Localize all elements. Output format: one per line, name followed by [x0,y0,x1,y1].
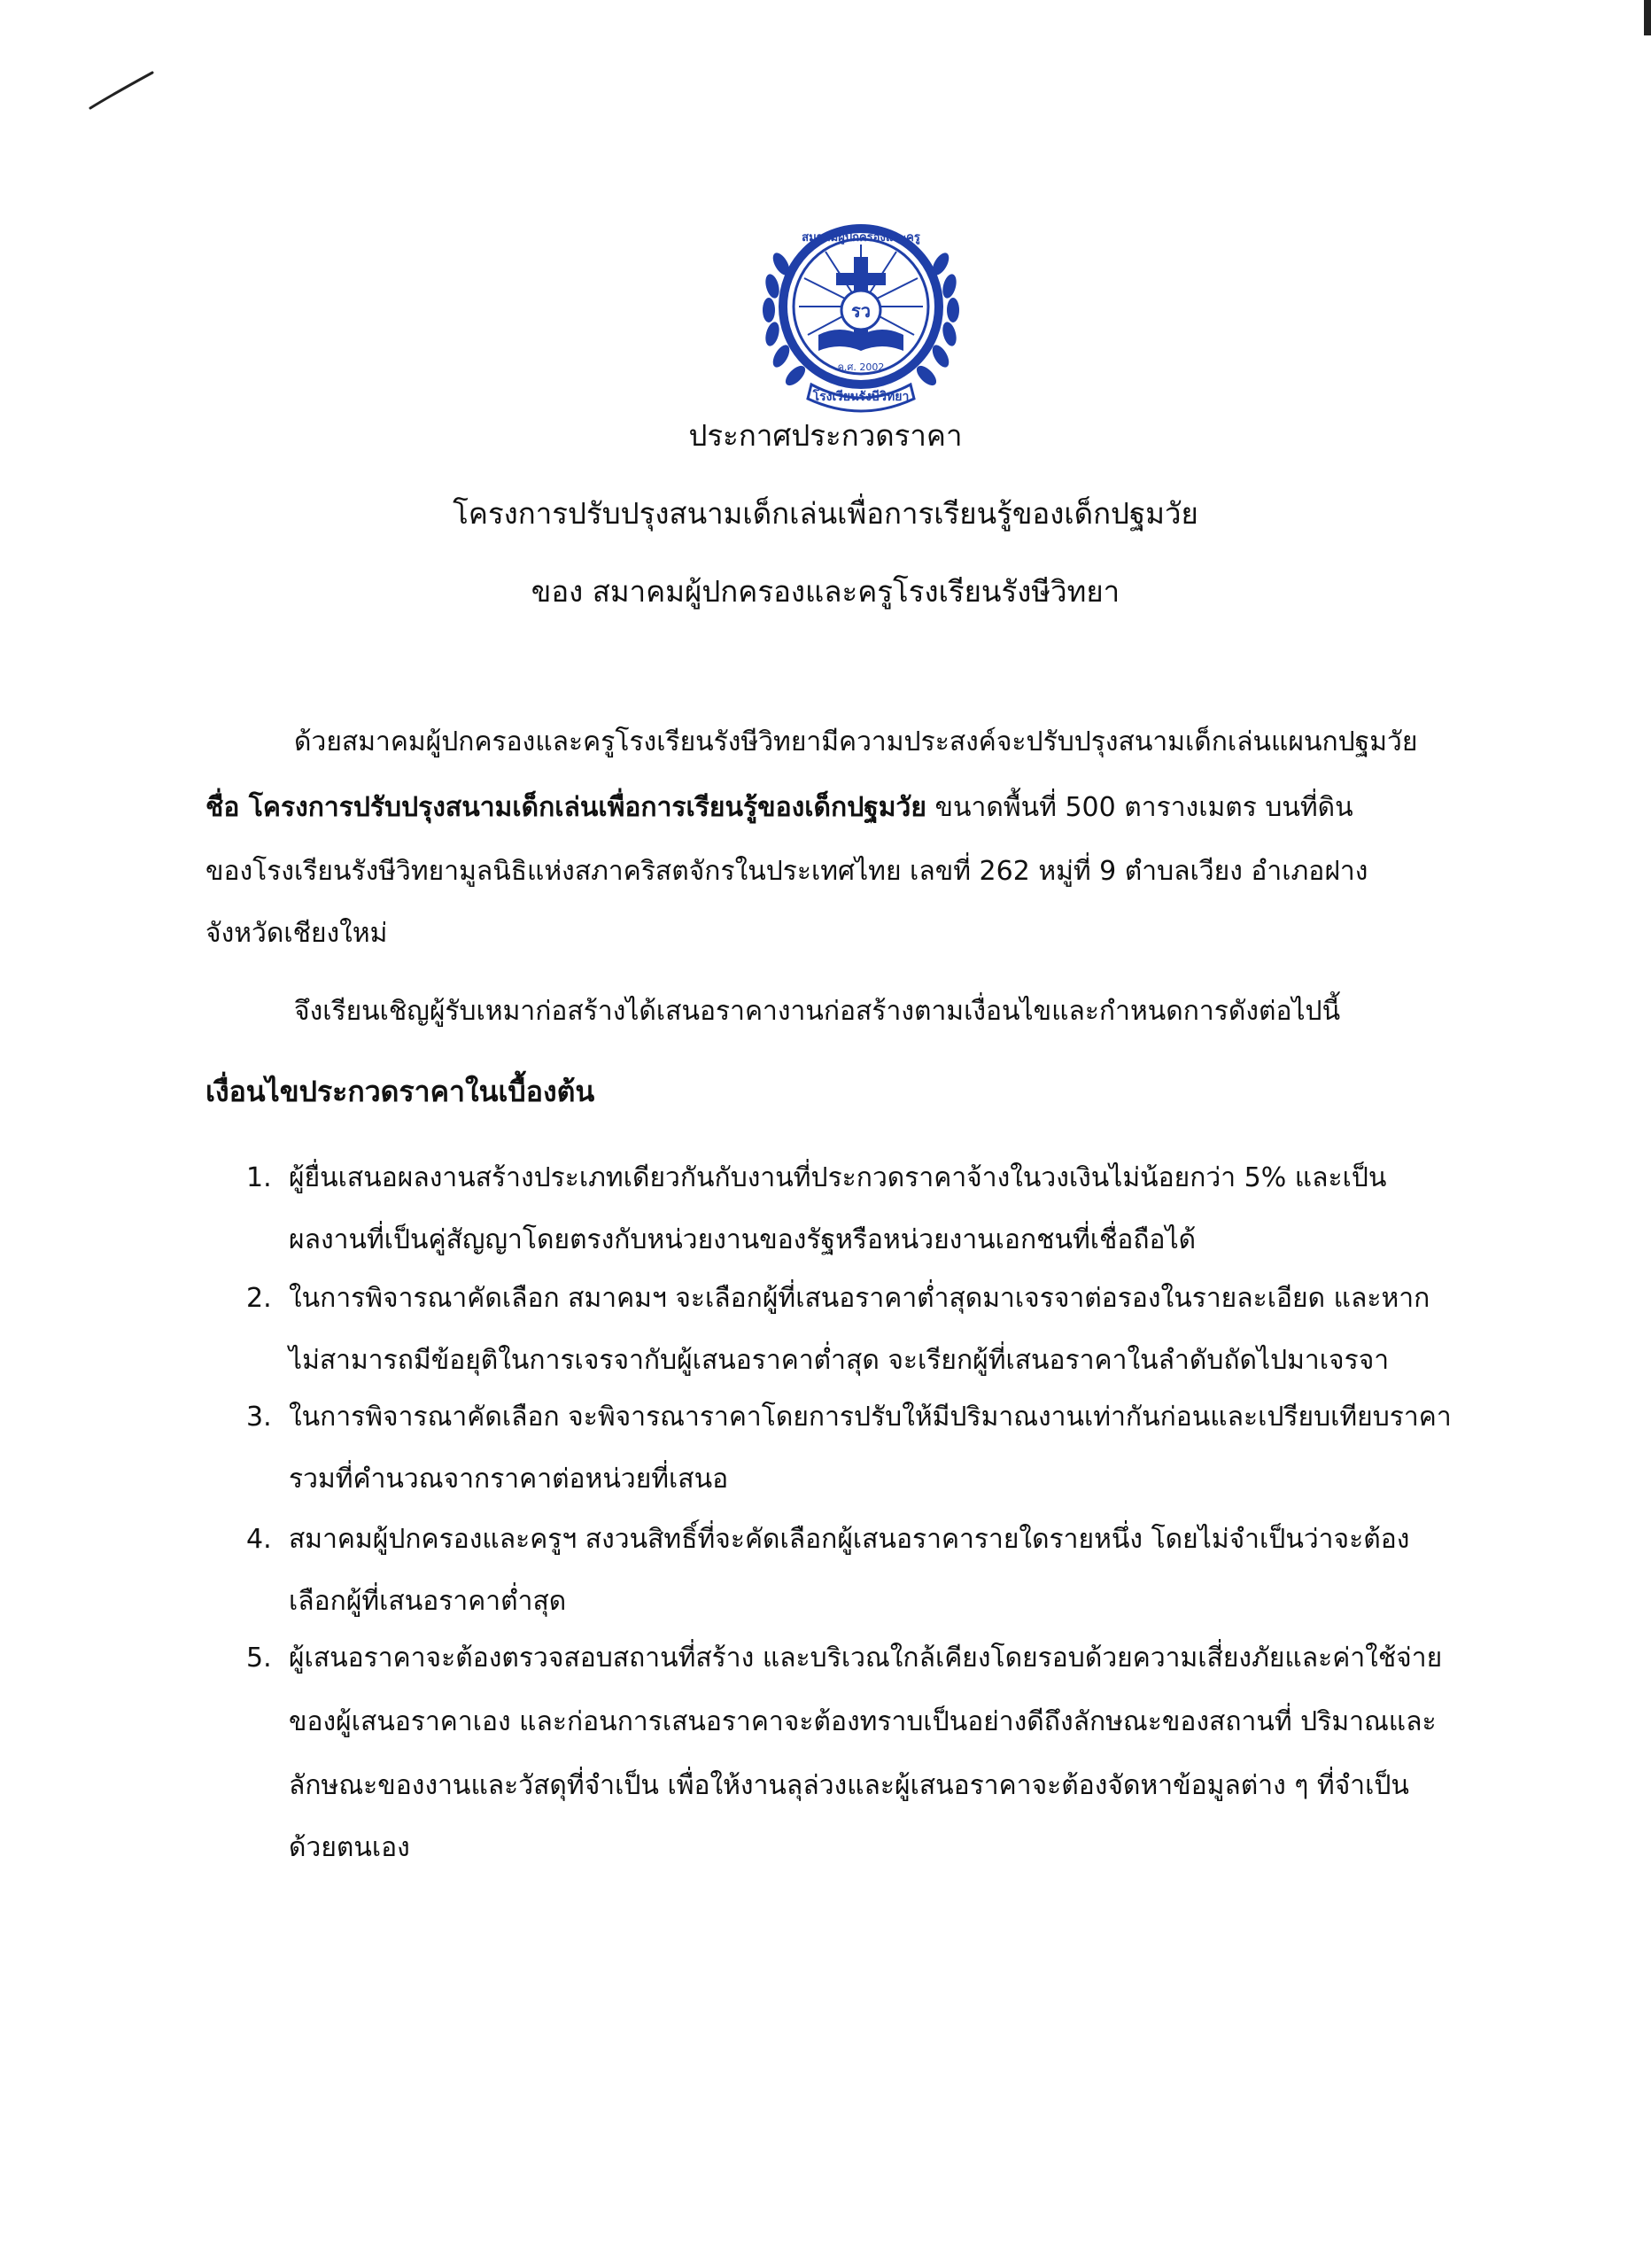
intro-line-1: ด้วยสมาคมผู้ปกครองและครูโรงเรียนรังษีวิทยามีความประสงค์จะปรับปรุงสนามเด็กเล่นแผนกปฐมวัย [294,726,1418,757]
list-item-line: ผู้เสนอราคาจะต้องตรวจสอบสถานที่สร้าง และบริเวณใกล้เคียงโดยรอบด้วยความเสี่ยงภัยและค่าใช้จ่าย [289,1643,1443,1674]
list-item-line: ของผู้เสนอราคาเอง และก่อนการเสนอราคาจะต้องทราบเป็นอย่างดีถึงลักษณะของสถานที่ ปริมาณและ [289,1706,1437,1737]
svg-text:ค.ศ. 2002: ค.ศ. 2002 [837,361,885,373]
project-title: โครงการปรับปรุงสนามเด็กเล่นเพื่อการเรียนรู้ของเด็กปฐมวัย [453,496,1198,531]
intro-line-2 [205,790,1353,826]
list-item-line: ด้วยตนเอง [289,1832,410,1863]
list-item-line: ในการพิจารณาคัดเลือก จะพิจารณาราคาโดยการปรับให้มีปริมาณงานเท่ากันก่อนและเปรียบเทียบราคา [289,1402,1452,1433]
list-item-number: 3. [246,1402,272,1433]
association-logo [755,202,967,415]
list-item-line: สมาคมผู้ปกครองและครูฯ สงวนสิทธิ์ที่จะคัดเลือกผู้เสนอราคารายใดรายหนึ่ง โดยไม่จำเป็นว่าจะต้อง [289,1524,1410,1555]
project-name-bold: ชื่อ โครงการปรับปรุงสนามเด็กเล่นเพื่อการเรียนรู้ของเด็กปฐมวัย [205,792,926,823]
list-item-line: ลักษณะของงานและวัสดุที่จำเป็น เพื่อให้งานลุล่วงและผู้เสนอราคาจะต้องจัดหาข้อมูลต่าง ๆ ที่จำเป็น [289,1770,1409,1801]
list-item-line: ผลงานที่เป็นคู่สัญญาโดยตรงกับหน่วยงานของรัฐหรือหน่วยงานเอกชนที่เชื่อถือได้ [289,1224,1197,1255]
svg-text:สมาคมผู้ปกครองและครู: สมาคมผู้ปกครองและครู [802,231,920,245]
list-item-number: 5. [246,1643,272,1674]
intro-line-4: จังหวัดเชียงใหม่ [205,918,388,949]
list-item-line: เลือกผู้ที่เสนอราคาต่ำสุด [289,1586,567,1617]
svg-text:โรงเรียนรังษีวิทยา: โรงเรียนรังษีวิทยา [812,390,910,404]
intro-line-2-rest: ขนาดพื้นที่ 500 ตารางเมตร บนที่ดิน [926,792,1353,823]
list-item-line: ในการพิจารณาคัดเลือก สมาคมฯ จะเลือกผู้ที่เสนอราคาต่ำสุดมาเจรจาต่อรองในรายละเอียด และหาก [289,1283,1430,1314]
list-item-line: รวมที่คำนวณจากราคาต่อหน่วยที่เสนอ [289,1464,729,1495]
svg-text:รว: รว [851,300,871,322]
section-title: เงื่อนไขประกวดราคาในเบื้องต้น [205,1075,595,1108]
announcement-title: ประกาศประกวดราคา [688,418,963,453]
intro-line-3: ของโรงเรียนรังษีวิทยามูลนิธิแห่งสภาคริสตจักรในประเทศไทย เลขที่ 262 หมู่ที่ 9 ตำบลเวียง อำเภอฝาง [205,856,1368,887]
organization-title: ของ สมาคมผู้ปกครองและครูโรงเรียนรังษีวิทยา [531,574,1120,609]
list-item-number: 1. [246,1162,272,1193]
invitation-text: จึงเรียนเชิญผู้รับเหมาก่อสร้างได้เสนอราคางานก่อสร้างตามเงื่อนไขและกำหนดการดังต่อไปนี้ [294,996,1341,1027]
pen-stroke-mark [87,69,158,112]
scan-edge-mark [1644,0,1651,35]
list-item-number: 4. [246,1524,272,1555]
list-item-line: ผู้ยื่นเสนอผลงานสร้างประเภทเดียวกันกับงานที่ประกวดราคาจ้างในวงเงินไม่น้อยกว่า 5% และเป็น [289,1162,1387,1193]
list-item-line: ไม่สามารถมีข้อยุติในการเจรจากับผู้เสนอราคาต่ำสุด จะเรียกผู้ที่เสนอราคาในลำดับถัดไปมาเจรจา [289,1345,1390,1376]
list-item-number: 2. [246,1283,272,1314]
